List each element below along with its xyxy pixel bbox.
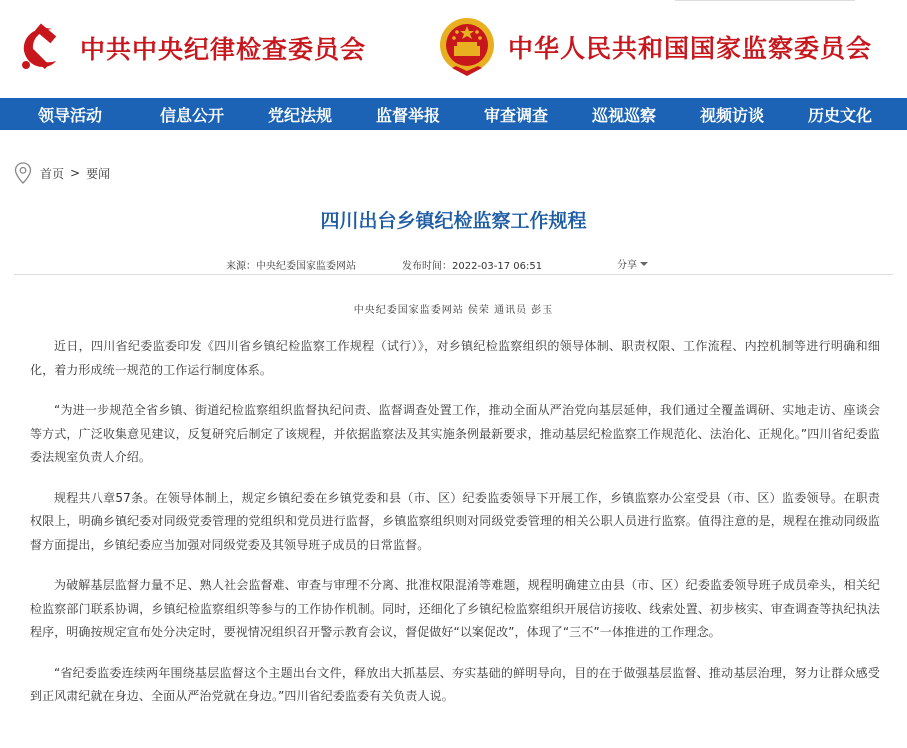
nav-item-report[interactable]: 监督举报 — [375, 105, 440, 125]
article-title: 四川出台乡镇纪检监察工作规程 — [320, 210, 587, 232]
main-nav — [0, 98, 907, 130]
breadcrumb — [14, 162, 110, 184]
breadcrumb-current[interactable]: 要闻 — [86, 166, 111, 181]
nsc-brand[interactable] — [438, 14, 872, 80]
share-button[interactable] — [617, 256, 648, 271]
nav-item-inspection[interactable]: 巡视巡察 — [591, 105, 656, 125]
site-header — [0, 0, 907, 98]
caret-down-icon — [640, 262, 648, 266]
breadcrumb-separator: > — [70, 166, 81, 180]
ccdi-title: 中共中央纪律检查委员会 — [80, 35, 367, 64]
nsc-title: 中华人民共和国国家监察委员会 — [508, 34, 873, 63]
article-source: 来源：中央纪委国家监委网站 — [226, 261, 356, 272]
nav-item-regulations[interactable]: 党纪法规 — [267, 105, 332, 125]
share-label: 分享 — [617, 260, 637, 271]
nav-item-leadership[interactable]: 领导活动 — [38, 105, 103, 125]
nav-item-disclosure[interactable]: 信息公开 — [159, 105, 224, 125]
header-top-line — [675, 0, 855, 1]
national-emblem-icon — [438, 16, 496, 78]
article-paragraph: “为进一步规范全省乡镇、街道纪检监察组织监督执纪问责、监督调查处置工作，推动全面从严治党向基层延伸，我们通过全覆盖调研、实地走访、座谈会等方式，广泛收集意见建议，反复研究后制定了该规程，并依据监察法及其实施条例最新要求，推动基层纪检监察工作规范化、法治化、正规化。”四川省纪委监委法规室负责人介绍。 — [30, 403, 880, 464]
article-paragraph: 规程共八章57条。在领导体制上，规定乡镇纪委在乡镇党委和县（市、区）纪委监委领导下开展工作，乡镇监察办公室受县（市、区）监委领导。在职责权限上，明确乡镇纪委对同级党委管理的党组织和党员进行监督，乡镇监察组织则对同级党委管理的相关公职人员进行监察。值得注意的是，规程在推动同级监督方面提出，乡镇纪委应当加强对同级党委及其领导班子成员的日常监督。 — [30, 490, 880, 552]
party-emblem-icon — [14, 21, 68, 75]
nav-item-video[interactable]: 视频访谈 — [699, 105, 764, 125]
article-paragraph: “省纪委监委连续两年围绕基层监督这个主题出台文件，释放出大抓基层、夯实基础的鲜明导向，目的在于做强基层监督、推动基层治理，努力让群众感受到正风肃纪就在身边、全面从严治党就在身边。”四川省纪委监委有关负责人说。 — [30, 665, 880, 703]
article-date: 发布时间：2022-03-17 06:51 — [402, 261, 543, 272]
article-paragraph: 为破解基层监督力量不足、熟人社会监督难、审查与审理不分离、批准权限混淆等难题，规程明确建立由县（市、区）纪委监委领导班子成员牵头，相关纪检监察部门联系协调，乡镇纪检监察组织等参与的工作协作机制。同时，还细化了乡镇纪检监察组织开展信访接收、线索处置、初步核实、审查调查等执纪执法程序，明确按规定宣布处分决定时，要视情况组织召开警示教育会议，督促做好“以案促改”，体现了“三不”一体推进的工作理念。 — [30, 578, 880, 639]
location-pin-icon — [14, 162, 32, 184]
meta-divider — [14, 274, 893, 275]
article-byline: 中央纪委国家监委网站 侯荣 通讯员 彭玉 — [353, 305, 554, 316]
article-body — [30, 335, 880, 726]
article-meta — [0, 256, 907, 272]
breadcrumb-home[interactable]: 首页 — [40, 166, 65, 181]
ccdi-brand[interactable] — [14, 18, 366, 78]
article-paragraph: 近日，四川省纪委监委印发《四川省乡镇纪检监察工作规程（试行）》，对乡镇纪检监察组织的领导体制、职责权限、工作流程、内控机制等进行明确和细化，着力形成统一规范的工作运行制度体系。 — [30, 339, 880, 377]
nav-item-history[interactable]: 历史文化 — [807, 105, 872, 125]
nav-item-investigation[interactable]: 审查调查 — [483, 105, 548, 125]
